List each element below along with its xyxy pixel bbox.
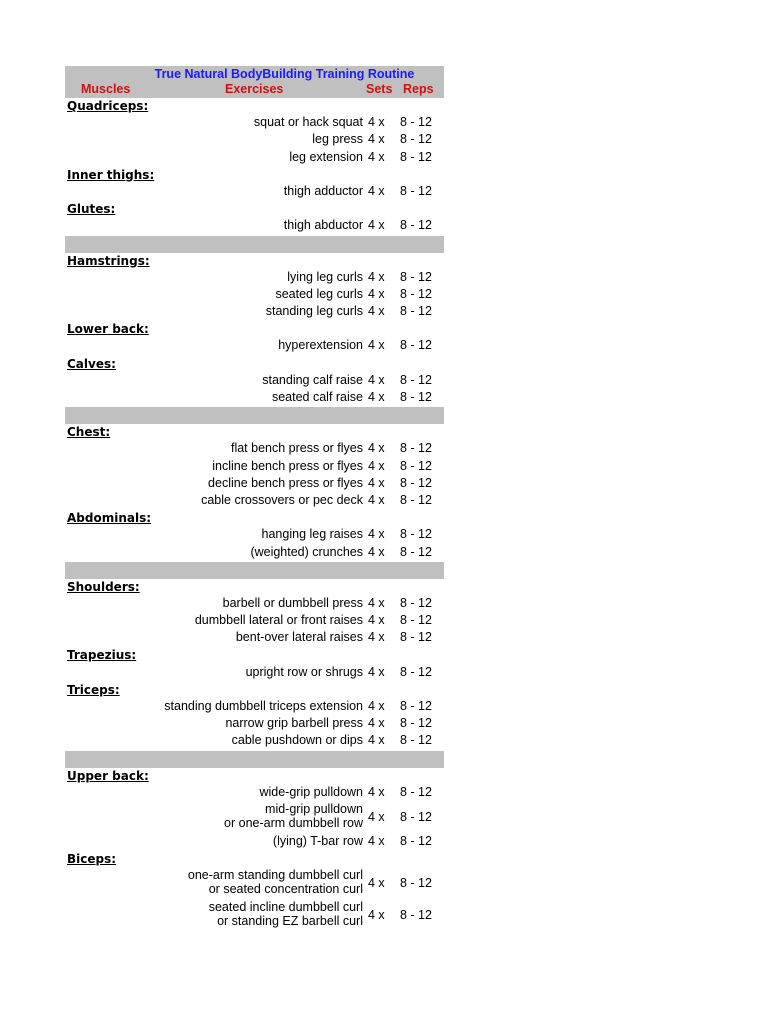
sets-value: 4 x [368, 716, 385, 731]
exercise-row [65, 150, 444, 167]
exercise-name-line: thigh adductor [283, 183, 363, 198]
reps-value: 8 - 12 [400, 149, 432, 164]
exercise-name [312, 132, 363, 146]
muscle-group-heading: Lower back: [67, 322, 149, 337]
muscle-group-heading: Upper back: [67, 768, 149, 783]
muscle-group-heading: Calves: [67, 356, 116, 371]
reps-value: 8 - 12 [400, 699, 432, 713]
sets-value: 4 x [368, 784, 385, 799]
sets-value: 4 x [368, 809, 385, 824]
exercise-name [208, 476, 363, 490]
exercise-name [231, 441, 363, 455]
reps-value: 8 - 12 [400, 132, 432, 147]
section-divider [65, 236, 444, 253]
exercise-row [65, 733, 444, 750]
exercise-row [65, 218, 444, 235]
exercise-name-line: (lying) T-bar row [272, 833, 363, 848]
reps-value: 8 - 12 [400, 716, 432, 731]
sets-value: 4 x [368, 115, 385, 130]
exercise-name-line: or standing EZ barbell curl [217, 914, 363, 929]
exercise-name [275, 287, 363, 301]
sets-value: 4 x [368, 544, 385, 559]
sets-value: 4 x [368, 733, 385, 748]
exercise-row [65, 699, 444, 716]
exercise-name-line: standing dumbbell triceps extension [164, 699, 363, 713]
exercise-name-line: wide-grip pulldown [259, 784, 363, 799]
exercise-row [65, 613, 444, 630]
exercise-name [224, 802, 363, 830]
exercise-name [272, 390, 363, 404]
reps-value: 8 - 12 [400, 115, 432, 130]
sets-value: 4 x [368, 286, 385, 301]
exercise-name [209, 900, 363, 928]
exercise-name-line: incline bench press or flyes [212, 458, 363, 473]
exercise-row [65, 527, 444, 544]
sets-value: 4 x [368, 149, 385, 164]
sets-value: 4 x [368, 390, 385, 404]
sets-value: 4 x [368, 372, 385, 387]
exercise-name [223, 596, 363, 610]
exercise-name [164, 699, 363, 713]
reps-value: 8 - 12 [400, 733, 432, 748]
header-band [65, 66, 444, 98]
muscle-group-heading: Hamstrings: [67, 253, 150, 268]
reps-value: 8 - 12 [400, 458, 432, 473]
sets-value: 4 x [368, 699, 385, 713]
muscle-group-heading: Abdominals: [67, 511, 152, 526]
exercise-row [65, 900, 444, 932]
reps-value: 8 - 12 [400, 595, 432, 610]
sets-value: 4 x [368, 613, 385, 628]
exercise-name-line: bent-over lateral raises [235, 630, 363, 645]
exercise-name-line: cable pushdown or dips [231, 733, 363, 748]
exercise-name [266, 304, 363, 318]
exercise-name-line: or one-arm dumbbell row [224, 815, 363, 830]
exercise-row [65, 665, 444, 682]
muscle-group-heading: Inner thighs: [67, 167, 155, 182]
reps-value: 8 - 12 [400, 441, 432, 456]
reps-value: 8 - 12 [400, 544, 432, 559]
exercise-name [212, 459, 363, 473]
column-header-reps: Reps [403, 82, 434, 96]
muscle-group-heading: Biceps: [67, 852, 117, 867]
routine-sheet [65, 66, 444, 932]
sets-value: 4 x [368, 304, 385, 319]
exercise-name-line: or seated concentration curl [208, 882, 363, 897]
exercise-name-line: decline bench press or flyes [208, 475, 363, 490]
exercise-name [188, 868, 363, 896]
exercise-name [246, 665, 363, 679]
section-divider [65, 751, 444, 768]
exercise-row [65, 270, 444, 287]
exercise-name-line: thigh abductor [283, 218, 363, 233]
exercise-name [232, 733, 363, 747]
reps-value: 8 - 12 [400, 338, 432, 353]
exercise-name-line: seated leg curls [275, 286, 363, 301]
reps-value: 8 - 12 [400, 492, 432, 507]
exercise-name [278, 338, 363, 352]
reps-value: 8 - 12 [400, 183, 432, 198]
reps-value: 8 - 12 [400, 527, 432, 542]
sets-value: 4 x [368, 908, 385, 923]
muscle-group-heading: Glutes: [67, 202, 116, 217]
column-header-exercises: Exercises [225, 82, 284, 96]
reps-value: 8 - 12 [400, 475, 432, 490]
exercise-name [273, 834, 363, 848]
sets-value: 4 x [368, 338, 385, 353]
reps-value: 8 - 12 [400, 809, 432, 824]
exercise-name-line: narrow grip barbell press [225, 716, 363, 731]
exercise-name [289, 150, 363, 164]
routine-body [65, 98, 444, 932]
exercise-name-line: cable crossovers or pec deck [201, 492, 363, 507]
muscle-group-heading: Shoulders: [67, 579, 140, 594]
exercise-row [65, 390, 444, 407]
exercise-name [195, 613, 363, 627]
reps-value: 8 - 12 [400, 833, 432, 848]
exercise-name-line: standing leg curls [265, 304, 363, 319]
exercise-row [65, 493, 444, 510]
exercise-name [262, 373, 363, 387]
exercise-name-line: hanging leg raises [261, 527, 363, 542]
sets-value: 4 x [368, 595, 385, 610]
exercise-name [262, 527, 363, 541]
sets-value: 4 x [368, 441, 385, 456]
reps-value: 8 - 12 [400, 630, 432, 645]
muscle-group-heading: Quadriceps: [67, 99, 149, 113]
exercise-row [65, 287, 444, 304]
reps-value: 8 - 12 [400, 613, 432, 628]
exercise-row [65, 545, 444, 562]
exercise-name [250, 545, 363, 559]
exercise-name [284, 184, 363, 198]
muscle-group-heading: Triceps: [67, 682, 120, 697]
exercise-row [65, 868, 444, 900]
exercise-row [65, 441, 444, 458]
exercise-name-line: mid-grip pulldown [265, 801, 363, 816]
exercise-row [65, 132, 444, 149]
reps-value: 8 - 12 [400, 784, 432, 799]
section-divider [65, 562, 444, 579]
exercise-name [201, 493, 363, 507]
sets-value: 4 x [368, 630, 385, 645]
sets-value: 4 x [368, 492, 385, 507]
column-header-sets: Sets [366, 82, 393, 96]
exercise-row [65, 802, 444, 834]
reps-value: 8 - 12 [400, 372, 432, 387]
exercise-row [65, 476, 444, 493]
exercise-name-line: upright row or shrugs [245, 664, 363, 679]
section-divider [65, 407, 444, 424]
exercise-name [236, 630, 363, 644]
sets-value: 4 x [368, 833, 385, 848]
sheet-title: True Natural BodyBuilding Training Routine [154, 67, 415, 81]
exercise-name [259, 785, 363, 799]
reps-value: 8 - 12 [400, 876, 432, 891]
exercise-row [65, 304, 444, 321]
reps-value: 8 - 12 [400, 390, 432, 404]
exercise-name [287, 270, 363, 284]
exercise-name-line: hyperextension [278, 338, 363, 353]
exercise-name-line: leg press [312, 132, 363, 147]
reps-value: 8 - 12 [400, 286, 432, 301]
sets-value: 4 x [368, 876, 385, 891]
exercise-name-line: flat bench press or flyes [230, 441, 363, 456]
exercise-row [65, 338, 444, 355]
exercise-name [225, 716, 363, 730]
exercise-row [65, 459, 444, 476]
sets-value: 4 x [368, 132, 385, 147]
exercise-name-line: leg extension [289, 149, 363, 164]
exercise-name-line: dumbbell lateral or front raises [194, 613, 363, 628]
muscle-group-heading: Chest: [67, 425, 111, 440]
reps-value: 8 - 12 [400, 269, 432, 284]
column-header-muscles: Muscles [81, 82, 131, 96]
reps-value: 8 - 12 [400, 664, 432, 679]
sets-value: 4 x [368, 664, 385, 679]
exercise-name-line: one-arm standing dumbbell curl [187, 868, 363, 883]
exercise-name-line: seated incline dumbbell curl [208, 900, 363, 915]
exercise-name-line: lying leg curls [287, 269, 363, 284]
exercise-row [65, 785, 444, 802]
reps-value: 8 - 12 [400, 908, 432, 923]
sets-value: 4 x [368, 183, 385, 198]
reps-value: 8 - 12 [400, 304, 432, 319]
exercise-row [65, 596, 444, 613]
exercise-row [65, 373, 444, 390]
exercise-name-line: (weighted) crunches [250, 544, 363, 559]
exercise-row [65, 834, 444, 851]
sets-value: 4 x [368, 218, 385, 233]
exercise-name [284, 218, 363, 232]
sets-value: 4 x [368, 269, 385, 284]
exercise-name-line: barbell or dumbbell press [222, 595, 363, 610]
exercise-row [65, 184, 444, 201]
exercise-row [65, 630, 444, 647]
reps-value: 8 - 12 [400, 218, 432, 233]
exercise-row [65, 115, 444, 132]
exercise-name-line: squat or hack squat [253, 115, 363, 130]
sets-value: 4 x [368, 475, 385, 490]
sets-value: 4 x [368, 527, 385, 542]
sets-value: 4 x [368, 458, 385, 473]
exercise-name-line: seated calf raise [271, 390, 363, 404]
exercise-row [65, 716, 444, 733]
exercise-name [254, 115, 363, 129]
muscle-group-heading: Trapezius: [67, 648, 137, 663]
exercise-name-line: standing calf raise [262, 372, 363, 387]
